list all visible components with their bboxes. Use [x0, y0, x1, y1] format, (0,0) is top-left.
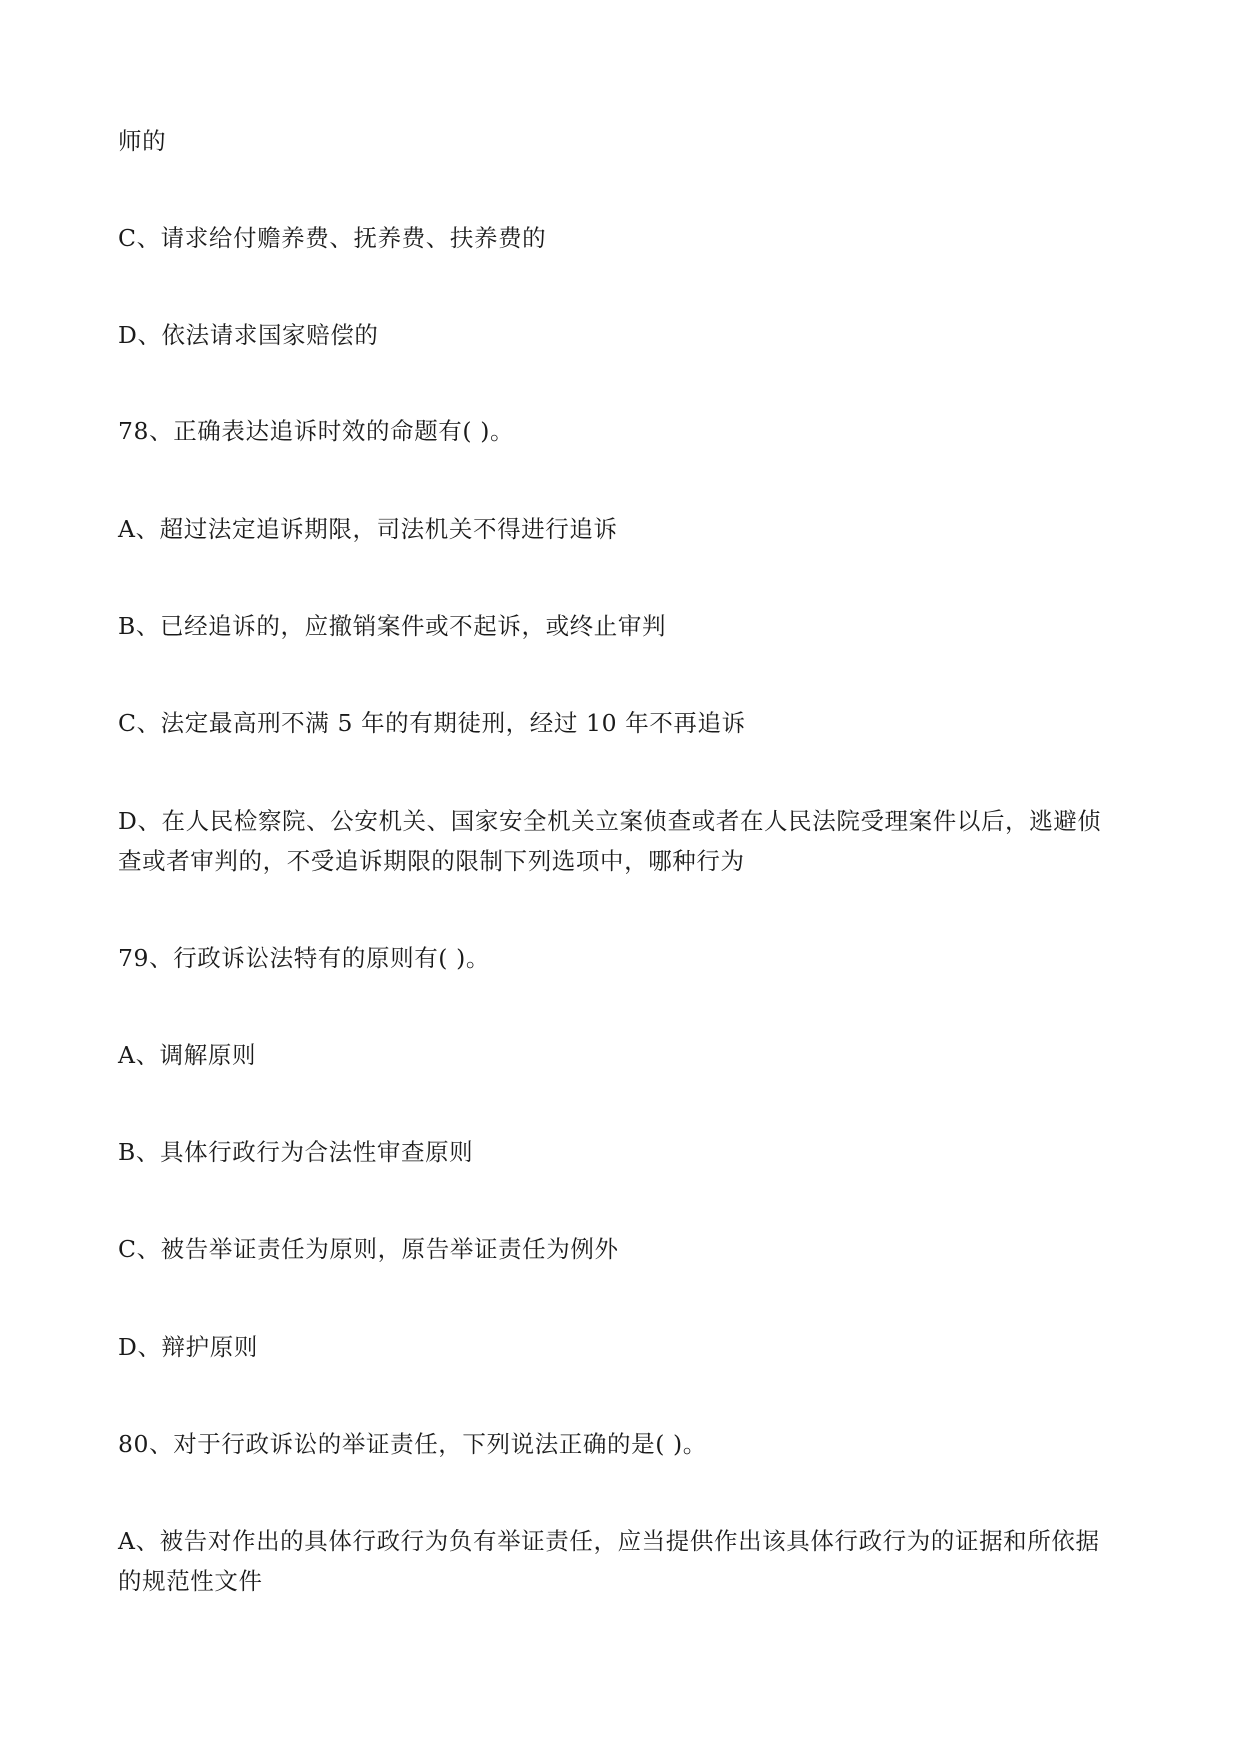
option-b-continuation: 师的 [118, 127, 167, 155]
question-78: 78、正确表达追诉时效的命题有( )。 [118, 417, 515, 445]
q78-option-d-line2: 查或者审判的，不受追诉期限的限制下列选项中，哪种行为 [118, 847, 745, 875]
q78-option-b: B、已经追诉的，应撤销案件或不起诉，或终止审判 [118, 612, 667, 640]
question-79: 79、行政诉讼法特有的原则有( )。 [118, 944, 491, 972]
q79-option-a: A、调解原则 [118, 1041, 257, 1069]
q79-option-b: B、具体行政行为合法性审查原则 [118, 1138, 474, 1166]
q78-option-a: A、超过法定追诉期限，司法机关不得进行追诉 [118, 515, 618, 543]
q77-option-d: D、依法请求国家赔偿的 [118, 321, 379, 349]
q80-option-a-line2: 的规范性文件 [118, 1567, 263, 1595]
q80-option-a-line1: A、被告对作出的具体行政行为负有举证责任，应当提供作出该具体行政行为的证据和所依据 [118, 1527, 1100, 1555]
q79-option-d: D、辩护原则 [118, 1333, 258, 1361]
q78-option-d-line1: D、在人民检察院、公安机关、国家安全机关立案侦查或者在人民法院受理案件以后，逃避侦 [118, 807, 1102, 835]
q79-option-c: C、被告举证责任为原则，原告举证责任为例外 [118, 1235, 619, 1263]
q78-option-c: C、法定最高刑不满 5 年的有期徒刑，经过 10 年不再追诉 [118, 709, 746, 737]
q77-option-c: C、请求给付赡养费、抚养费、扶养费的 [118, 224, 547, 252]
question-80: 80、对于行政诉讼的举证责任，下列说法正确的是( )。 [118, 1430, 707, 1458]
